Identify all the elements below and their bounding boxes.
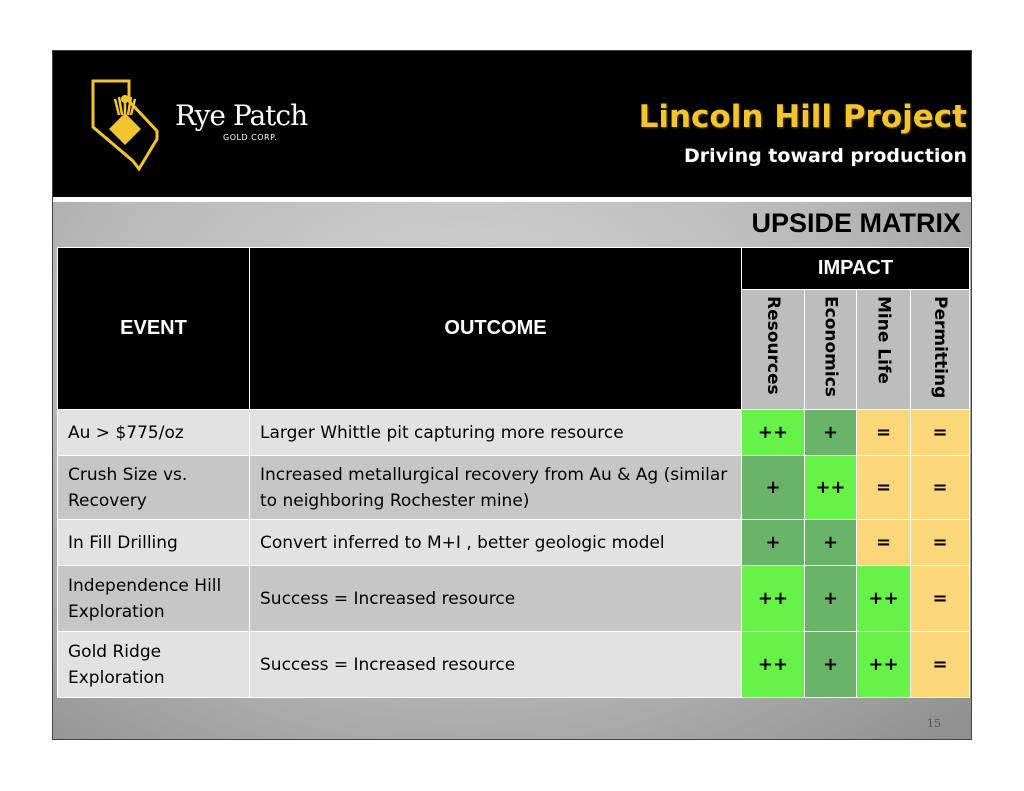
impact-column-label: Economics <box>820 296 841 397</box>
impact-cell: ++ <box>857 632 911 698</box>
slide <box>52 50 972 740</box>
event-cell: Au > $775/oz <box>58 410 250 456</box>
header-divider <box>53 197 971 202</box>
impact-cell: ++ <box>742 632 805 698</box>
impact-cell: = <box>911 566 970 632</box>
impact-column-mine-life <box>857 290 911 410</box>
outcome-cell: Convert inferred to M+I , better geologic model <box>250 520 742 566</box>
outcome-cell: Larger Whittle pit capturing more resource <box>250 410 742 456</box>
impact-cell: + <box>742 520 805 566</box>
impact-cell: = <box>857 410 911 456</box>
header-bar <box>53 51 971 197</box>
impact-cell: ++ <box>805 456 857 520</box>
event-cell: Independence Hill Exploration <box>58 566 250 632</box>
event-cell: In Fill Drilling <box>58 520 250 566</box>
outcome-cell: Success = Increased resource <box>250 632 742 698</box>
impact-column-label: Permitting <box>930 296 950 399</box>
impact-column-resources <box>742 290 805 410</box>
table-row <box>58 566 970 632</box>
impact-cell: + <box>805 566 857 632</box>
page-subtitle: Driving toward production <box>684 145 967 167</box>
impact-cell: ++ <box>742 410 805 456</box>
impact-column-economics <box>805 290 857 410</box>
page-title: Lincoln Hill Project <box>638 99 967 135</box>
impact-cell: = <box>911 456 970 520</box>
event-cell: Crush Size vs. Recovery <box>58 456 250 520</box>
outcome-cell: Success = Increased resource <box>250 566 742 632</box>
impact-column-label: Resources <box>763 296 783 395</box>
section-title: UPSIDE MATRIX <box>751 208 961 238</box>
impact-cell: + <box>805 410 857 456</box>
brand-subtitle: GOLD CORP. <box>223 133 278 142</box>
impact-cell: = <box>857 520 911 566</box>
column-header-event: EVENT <box>58 248 250 410</box>
event-cell: Gold Ridge Exploration <box>58 632 250 698</box>
column-header-outcome: OUTCOME <box>250 248 742 410</box>
impact-cell: = <box>857 456 911 520</box>
column-header-impact: IMPACT <box>742 248 970 290</box>
impact-cell: + <box>742 456 805 520</box>
page-number: 15 <box>927 717 941 730</box>
impact-cell: = <box>911 632 970 698</box>
impact-cell: ++ <box>742 566 805 632</box>
upside-matrix-table <box>57 247 970 698</box>
table-row <box>58 520 970 566</box>
rye-patch-logo-icon <box>89 77 161 173</box>
impact-cell: = <box>911 520 970 566</box>
table-row <box>58 456 970 520</box>
impact-cell: ++ <box>857 566 911 632</box>
table-row <box>58 632 970 698</box>
impact-column-permitting <box>911 290 970 410</box>
table-row <box>58 410 970 456</box>
impact-cell: + <box>805 520 857 566</box>
brand-name: Rye Patch <box>175 99 308 132</box>
impact-cell: = <box>911 410 970 456</box>
outcome-cell: Increased metallurgical recovery from Au & Ag (similar to neighboring Rochester mine) <box>250 456 742 520</box>
impact-column-label: Mine Life <box>873 296 894 384</box>
impact-cell: + <box>805 632 857 698</box>
